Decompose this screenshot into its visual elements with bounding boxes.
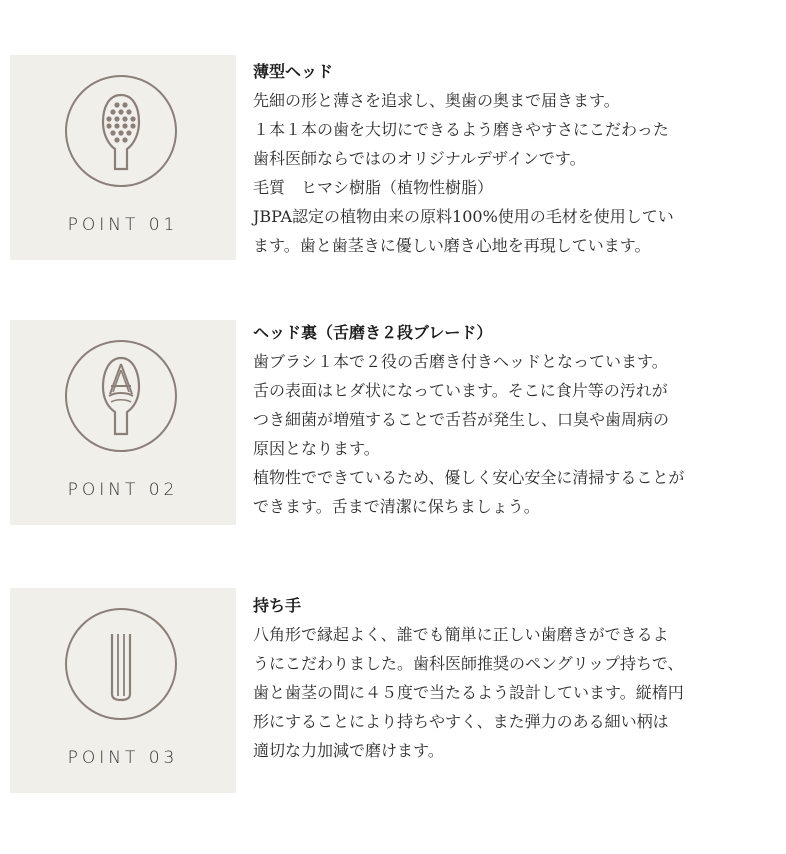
- point-text-03: [253, 591, 778, 765]
- body-line: 歯ブラシ１本で２役の舌磨き付きヘッドとなっています。: [253, 352, 668, 371]
- point-text-01: [253, 57, 778, 260]
- body-line: 適切な力加減で磨けます。: [253, 741, 444, 760]
- point-title: ヘッド裏（舌磨き２段ブレード）: [253, 323, 493, 342]
- point-card-02: [10, 320, 236, 525]
- body-line: 毛質 ヒマシ樹脂（植物性樹脂）: [253, 178, 494, 197]
- point-card-03: [10, 588, 236, 793]
- body-line: 歯科医師ならではのオリジナルデザインです。: [253, 149, 586, 168]
- icon-circle: [65, 75, 177, 187]
- body-line: つき細菌が増殖することで舌苔が発生し、口臭や歯周病の: [253, 410, 670, 429]
- toothbrush-handle-icon: [67, 610, 175, 718]
- icon-circle: [65, 340, 177, 452]
- body-line: ます。歯と歯茎きに優しい磨き心地を再現しています。: [253, 236, 651, 255]
- body-line: 先細の形と薄さを追求し、奥歯の奥まで届きます。: [253, 91, 620, 110]
- point-label: POINT 01: [67, 215, 179, 235]
- body-line: JBPA認定の植物由来の原料100%使用の毛材を使用してい: [253, 207, 674, 226]
- toothbrush-head-bristles-icon: [67, 77, 175, 185]
- body-line: 歯と歯茎の間に４５度で当たるよう設計しています。縦楕円: [253, 683, 684, 702]
- body-line: 植物性でできているため、優しく安心安全に清掃することが: [253, 468, 685, 487]
- body-line: １本１本の歯を大切にできるよう磨きやすさにこだわった: [253, 120, 669, 139]
- body-line: 原因となります。: [253, 439, 380, 458]
- body-line: できます。舌まで清潔に保ちましょう。: [253, 497, 540, 516]
- toothbrush-head-back-blade-icon: [67, 342, 175, 450]
- point-text-02: [253, 318, 778, 521]
- body-line: うにこだわりました。歯科医師推奨のペングリップ持ちで、: [253, 654, 684, 673]
- body-line: 形にすることにより持ちやすく、また弾力のある細い柄は: [253, 712, 669, 731]
- point-label: POINT 02: [67, 480, 179, 500]
- point-card-01: [10, 55, 236, 260]
- point-label: POINT 03: [67, 748, 179, 768]
- icon-circle: [65, 608, 177, 720]
- body-line: 舌の表面はヒダ状になっています。そこに食片等の汚れが: [253, 381, 668, 400]
- body-line: 八角形で縁起よく、誰でも簡単に正しい歯磨きができるよ: [253, 625, 669, 644]
- point-title: 薄型ヘッド: [253, 62, 334, 81]
- point-title: 持ち手: [253, 596, 302, 615]
